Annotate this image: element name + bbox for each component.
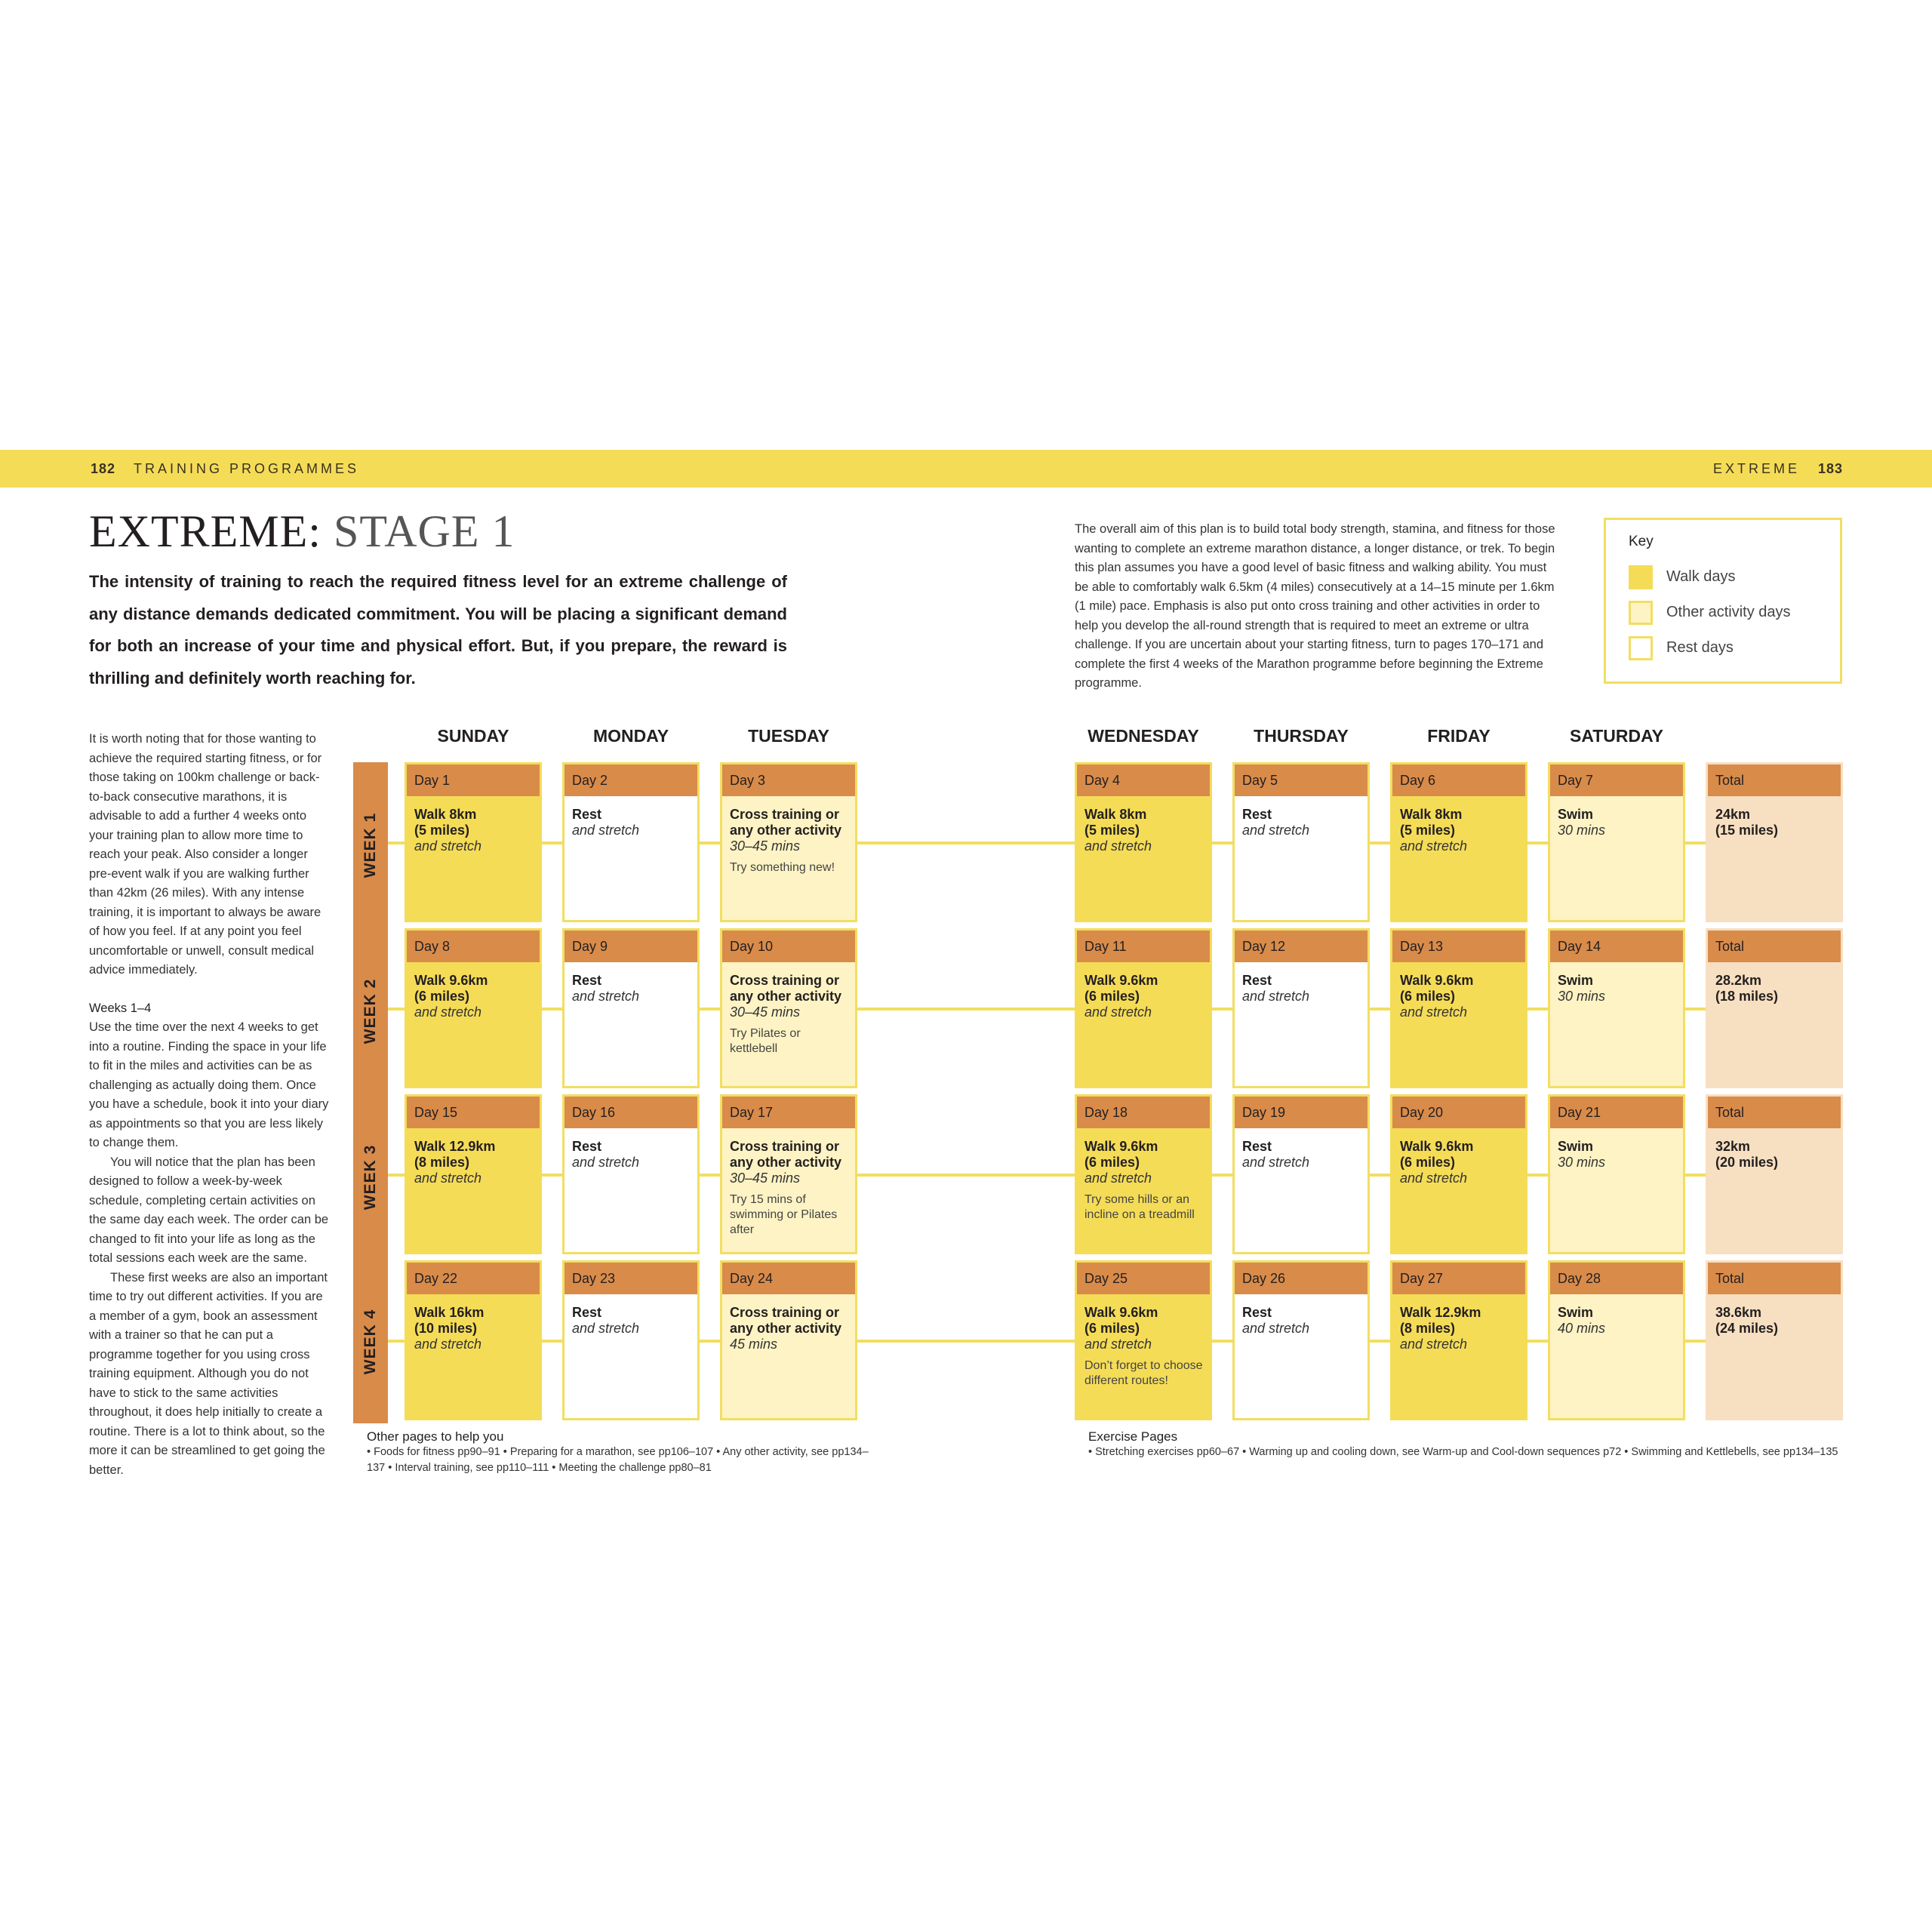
day-number: Day 22 — [407, 1263, 540, 1294]
day-details — [1558, 807, 1677, 838]
day-tip: Try Pilates or kettlebell — [730, 1027, 801, 1055]
day-number: Day 21 — [1550, 1097, 1683, 1128]
day-activity: Walk 9.6km — [1400, 973, 1474, 988]
day-activity: Walk 9.6km — [414, 973, 488, 988]
week-tab — [353, 928, 388, 1094]
week-total-cell — [1706, 928, 1843, 1088]
day-cell — [1232, 928, 1370, 1088]
day-detail: and stretch — [572, 989, 640, 1004]
right-running-head — [1713, 450, 1843, 488]
day-distance: (8 miles) — [414, 1155, 470, 1170]
day-cell — [1548, 928, 1685, 1088]
key-label-other: Other activity days — [1666, 604, 1791, 620]
title-stage: STAGE 1 — [333, 506, 515, 556]
day-distance: (6 miles) — [1400, 989, 1456, 1004]
day-number: Day 13 — [1392, 931, 1525, 962]
day-detail: and stretch — [572, 1321, 640, 1336]
day-activity: Walk 8km — [1084, 807, 1147, 822]
day-number: Day 14 — [1550, 931, 1683, 962]
day-cell — [1548, 762, 1685, 922]
day-header-tuesday: TUESDAY — [748, 726, 829, 746]
day-header-monday: MONDAY — [592, 726, 669, 746]
day-number: Day 26 — [1235, 1263, 1367, 1294]
day-details — [1242, 1305, 1361, 1337]
week-label: WEEK 2 — [361, 978, 379, 1044]
day-details — [1715, 1305, 1835, 1337]
left-column — [89, 730, 331, 1480]
left-running-head — [91, 450, 359, 488]
day-cell — [1075, 762, 1212, 922]
day-detail: and stretch — [414, 838, 482, 854]
day-detail: and stretch — [1242, 989, 1310, 1004]
week-tab — [353, 762, 388, 928]
day-detail: and stretch — [1084, 1004, 1152, 1020]
day-number: Day 4 — [1077, 764, 1210, 796]
day-detail: 30 mins — [1558, 989, 1606, 1004]
key-title: Key — [1629, 534, 1654, 549]
day-number: Day 24 — [722, 1263, 855, 1294]
day-activity: Rest — [1242, 1139, 1272, 1154]
day-details — [1084, 1305, 1204, 1389]
day-detail: and stretch — [414, 1004, 482, 1020]
intro-text: The intensity of training to reach the required fitness level for an extreme challenge of any distance demands dedicated commitment. You will be placing a significant demand for both an increase of your time and physical effort. But, if you prepare, the reward is thrilling and definitely worth reaching for. — [89, 572, 787, 688]
day-details — [414, 1305, 534, 1352]
day-cell — [562, 1260, 700, 1420]
day-distance: (15 miles) — [1715, 823, 1779, 838]
day-cell — [1232, 1094, 1370, 1254]
day-activity: Swim — [1558, 1139, 1594, 1154]
footer-left-heading: Other pages to help you — [367, 1429, 504, 1444]
day-details — [1242, 1139, 1361, 1171]
key-item-walk — [1629, 565, 1855, 589]
day-number: Total — [1708, 764, 1841, 796]
day-cell — [1232, 1260, 1370, 1420]
day-details — [414, 807, 534, 854]
day-number: Total — [1708, 1263, 1841, 1294]
day-distance: (6 miles) — [1084, 989, 1140, 1004]
day-activity: Swim — [1558, 973, 1594, 988]
day-number: Day 23 — [565, 1263, 697, 1294]
day-distance: (6 miles) — [1400, 1155, 1456, 1170]
day-detail: and stretch — [1084, 1171, 1152, 1186]
day-number: Day 20 — [1392, 1097, 1525, 1128]
day-detail: and stretch — [1400, 838, 1468, 854]
key-swatch-rest — [1629, 636, 1653, 660]
day-activity: Swim — [1558, 1305, 1594, 1320]
day-details — [1242, 807, 1361, 838]
day-detail: and stretch — [572, 823, 640, 838]
day-cell — [562, 1094, 700, 1254]
day-number: Day 2 — [565, 764, 697, 796]
day-activity: Walk 9.6km — [1084, 1305, 1158, 1320]
day-cell — [1548, 1094, 1685, 1254]
day-details — [730, 973, 849, 1057]
day-header-friday: FRIDAY — [1427, 726, 1491, 746]
day-header-thursday: THURSDAY — [1254, 726, 1349, 746]
day-detail: and stretch — [1084, 838, 1152, 854]
day-activity: Walk 8km — [1400, 807, 1463, 822]
day-detail: and stretch — [1084, 1337, 1152, 1352]
title-main: EXTREME: — [89, 506, 321, 556]
day-activity: Cross training or any other activity — [730, 1139, 842, 1170]
day-cell — [720, 1094, 857, 1254]
weeks-subheading: Weeks 1–4 — [89, 1001, 152, 1015]
day-details — [1558, 1139, 1677, 1171]
day-tip: Try some hills or an incline on a treadmill — [1084, 1193, 1195, 1221]
key-label-walk: Walk days — [1666, 568, 1736, 585]
day-details — [572, 807, 691, 838]
day-distance: (24 miles) — [1715, 1321, 1779, 1336]
day-detail: and stretch — [1400, 1004, 1468, 1020]
right-page-number: 183 — [1817, 461, 1843, 476]
key-swatch-walk — [1629, 565, 1653, 589]
week-total-cell — [1706, 1094, 1843, 1254]
day-number: Day 19 — [1235, 1097, 1367, 1128]
left-paragraph-4: These first weeks are also an important time to try out different activities. If you are a member of a gym, book an assessment with a trainer so that he can put a programme together for you using cross training equipment. Although you do not have to stick to the same activities throughout, it does help initially to create a routine. There is a lot to think about, so the more it can be streamlined to get going the better. — [89, 1270, 328, 1477]
key-item-rest — [1629, 636, 1855, 660]
day-details — [1558, 973, 1677, 1004]
day-detail: and stretch — [1242, 1321, 1310, 1336]
day-activity: Cross training or any other activity — [730, 1305, 842, 1336]
day-tip: Try something new! — [730, 861, 835, 874]
left-page-number: 182 — [91, 461, 116, 476]
day-number: Day 6 — [1392, 764, 1525, 796]
day-distance: (8 miles) — [1400, 1321, 1456, 1336]
footer-left — [367, 1429, 880, 1476]
left-paragraph-1: It is worth noting that for those wanting to achieve the required starting fitness, or for those taking on 100km challenge or back-to-back consecutive marathons, it is advisable to add a further 4 weeks onto your training plan to allow more time to reach your peak. Also consider a longer pre-event walk if you are walking further than 42km (26 miles). With any intense training, it is important to always be aware of how you feel. If at any point you feel uncomfortable or unwell, consult medical advice immediately. — [89, 732, 322, 977]
week-total-cell — [1706, 1260, 1843, 1420]
day-distance: (20 miles) — [1715, 1155, 1779, 1170]
aim-text: The overall aim of this plan is to build total body strength, stamina, and fitness for those wanting to complete an extreme marathon distance, a longer distance, or trek. To begin this plan assumes you have a good level of basic fitness and walking ability. You must be able to comfortably walk 6.5km (4 miles) consecutively at a 14–15 minute per 1.6km (1 mile) pace. Emphasis is also put onto cross training and other activities in order to help you develop the all-round strength that is required to meet an extreme or ultra challenge. If you are uncertain about your starting fitness, turn to pages 170–171 and complete the first 4 weeks of the Marathon programme before beginning the Extreme programme. — [1075, 522, 1555, 690]
day-activity: Walk 16km — [414, 1305, 485, 1320]
footer-right — [1088, 1429, 1843, 1460]
day-detail: 30 mins — [1558, 1155, 1606, 1170]
day-details — [1715, 807, 1835, 838]
key-item-other — [1629, 601, 1855, 625]
day-distance: (5 miles) — [414, 823, 470, 838]
day-detail: 30–45 mins — [730, 1171, 801, 1186]
day-activity: Walk 12.9km — [414, 1139, 496, 1154]
week-tab — [353, 1094, 388, 1260]
page-title — [89, 506, 515, 558]
day-cell — [1232, 762, 1370, 922]
day-cell — [405, 1094, 542, 1254]
day-details — [1558, 1305, 1677, 1337]
right-section-title: EXTREME — [1712, 461, 1800, 476]
day-cell — [1075, 928, 1212, 1088]
day-distance: (6 miles) — [1084, 1155, 1140, 1170]
day-details — [1715, 1139, 1835, 1171]
day-activity: Swim — [1558, 807, 1594, 822]
day-cell — [1548, 1260, 1685, 1420]
day-tip: Try 15 mins of swimming or Pilates after — [730, 1193, 838, 1236]
day-number: Day 27 — [1392, 1263, 1525, 1294]
day-activity: Rest — [572, 1139, 602, 1154]
day-details — [414, 973, 534, 1020]
day-activity: Rest — [1242, 807, 1272, 822]
week-tab — [353, 1260, 388, 1423]
day-number: Day 8 — [407, 931, 540, 962]
day-activity: Walk 12.9km — [1400, 1305, 1481, 1320]
day-header-wednesday: WEDNESDAY — [1088, 726, 1199, 746]
day-number: Total — [1708, 1097, 1841, 1128]
day-details — [572, 1139, 691, 1171]
day-details — [572, 973, 691, 1004]
day-activity: 24km — [1715, 807, 1751, 822]
left-paragraph-2: Use the time over the next 4 weeks to get into a routine. Finding the space in your life to fit in the miles and activities can be as challenging as actually doing them. Once you have a schedule, book it into your diary as appointments so that you are less likely to change them. — [89, 1020, 329, 1149]
day-details — [1084, 1139, 1204, 1223]
day-cell — [405, 1260, 542, 1420]
day-activity: Walk 9.6km — [1400, 1139, 1474, 1154]
day-activity: Rest — [1242, 1305, 1272, 1320]
day-cell — [405, 928, 542, 1088]
day-number: Day 12 — [1235, 931, 1367, 962]
day-cell — [1390, 1260, 1527, 1420]
day-distance: (10 miles) — [414, 1321, 478, 1336]
footer-left-text: • Foods for fitness pp90–91 • Preparing for a marathon, see pp106–107 • Any other activity, see pp134–137 • Interval training, see pp110–111 • Meeting the challenge pp80–81 — [367, 1446, 869, 1474]
day-activity: Walk 8km — [414, 807, 477, 822]
day-cell — [720, 762, 857, 922]
day-activity: 32km — [1715, 1139, 1751, 1154]
day-activity: Cross training or any other activity — [730, 807, 842, 838]
day-details — [1400, 973, 1519, 1020]
day-details — [730, 807, 849, 875]
day-distance: (5 miles) — [1084, 823, 1140, 838]
day-activity: Rest — [572, 1305, 602, 1320]
day-detail: and stretch — [1400, 1337, 1468, 1352]
day-detail: and stretch — [572, 1155, 640, 1170]
day-activity: 28.2km — [1715, 973, 1762, 988]
left-section-title: TRAINING PROGRAMMES — [134, 461, 360, 476]
day-cell — [1075, 1260, 1212, 1420]
key-swatch-other — [1629, 601, 1653, 625]
left-paragraph-3: You will notice that the plan has been designed to follow a week-by-week schedule, completing certain activities on the same day each week. The order can be changed to fit into your life as long as the total sessions each week are the same. — [89, 1155, 329, 1265]
day-detail: 45 mins — [730, 1337, 778, 1352]
header-band — [0, 450, 1932, 488]
day-number: Day 11 — [1077, 931, 1210, 962]
day-cell — [1390, 1094, 1527, 1254]
day-number: Day 5 — [1235, 764, 1367, 796]
day-number: Day 16 — [565, 1097, 697, 1128]
day-details — [1400, 1139, 1519, 1186]
day-details — [1715, 973, 1835, 1004]
day-number: Day 1 — [407, 764, 540, 796]
day-detail: and stretch — [414, 1337, 482, 1352]
day-detail: 30–45 mins — [730, 838, 801, 854]
day-activity: Rest — [572, 973, 602, 988]
footer-right-text: • Stretching exercises pp60–67 • Warming up and cooling down, see Warm-up and Cool-down sequences p72 • Swimming and Kettlebells, see pp134–135 — [1088, 1446, 1838, 1458]
day-number: Total — [1708, 931, 1841, 962]
day-details — [730, 1139, 849, 1238]
day-detail: and stretch — [1242, 823, 1310, 838]
day-number: Day 28 — [1550, 1263, 1683, 1294]
day-distance: (5 miles) — [1400, 823, 1456, 838]
day-activity: Rest — [572, 807, 602, 822]
day-number: Day 3 — [722, 764, 855, 796]
day-number: Day 17 — [722, 1097, 855, 1128]
day-tip: Don’t forget to choose different routes! — [1084, 1359, 1203, 1387]
day-header-sunday: SUNDAY — [437, 726, 509, 746]
day-number: Day 15 — [407, 1097, 540, 1128]
day-details — [1084, 807, 1204, 854]
day-cell — [1390, 928, 1527, 1088]
key-label-rest: Rest days — [1666, 639, 1734, 656]
day-cell — [562, 762, 700, 922]
week-total-cell — [1706, 762, 1843, 922]
day-cell — [720, 1260, 857, 1420]
day-activity: Cross training or any other activity — [730, 973, 842, 1004]
day-distance: (6 miles) — [1084, 1321, 1140, 1336]
day-details — [1084, 973, 1204, 1020]
day-activity: Rest — [1242, 973, 1272, 988]
key-box — [1604, 518, 1842, 684]
week-label: WEEK 4 — [361, 1309, 379, 1375]
day-activity: Walk 9.6km — [1084, 973, 1158, 988]
day-details — [1400, 807, 1519, 854]
day-number: Day 25 — [1077, 1263, 1210, 1294]
footer-right-heading: Exercise Pages — [1088, 1429, 1178, 1444]
day-cell — [720, 928, 857, 1088]
day-detail: and stretch — [1400, 1171, 1468, 1186]
day-activity: Walk 9.6km — [1084, 1139, 1158, 1154]
day-number: Day 7 — [1550, 764, 1683, 796]
week-label: WEEK 3 — [361, 1144, 379, 1211]
day-cell — [405, 762, 542, 922]
day-details — [1242, 973, 1361, 1004]
day-detail: 30–45 mins — [730, 1004, 801, 1020]
day-detail: and stretch — [414, 1171, 482, 1186]
day-details — [572, 1305, 691, 1337]
day-cell — [1075, 1094, 1212, 1254]
week-label: WEEK 1 — [361, 812, 379, 878]
day-details — [730, 1305, 849, 1352]
day-details — [414, 1139, 534, 1186]
day-number: Day 10 — [722, 931, 855, 962]
day-distance: (18 miles) — [1715, 989, 1779, 1004]
day-header-saturday: SATURDAY — [1570, 726, 1663, 746]
day-number: Day 18 — [1077, 1097, 1210, 1128]
day-details — [1400, 1305, 1519, 1352]
day-cell — [562, 928, 700, 1088]
day-distance: (6 miles) — [414, 989, 470, 1004]
day-detail: and stretch — [1242, 1155, 1310, 1170]
day-detail: 40 mins — [1558, 1321, 1606, 1336]
day-cell — [1390, 762, 1527, 922]
day-activity: 38.6km — [1715, 1305, 1762, 1320]
day-detail: 30 mins — [1558, 823, 1606, 838]
day-number: Day 9 — [565, 931, 697, 962]
